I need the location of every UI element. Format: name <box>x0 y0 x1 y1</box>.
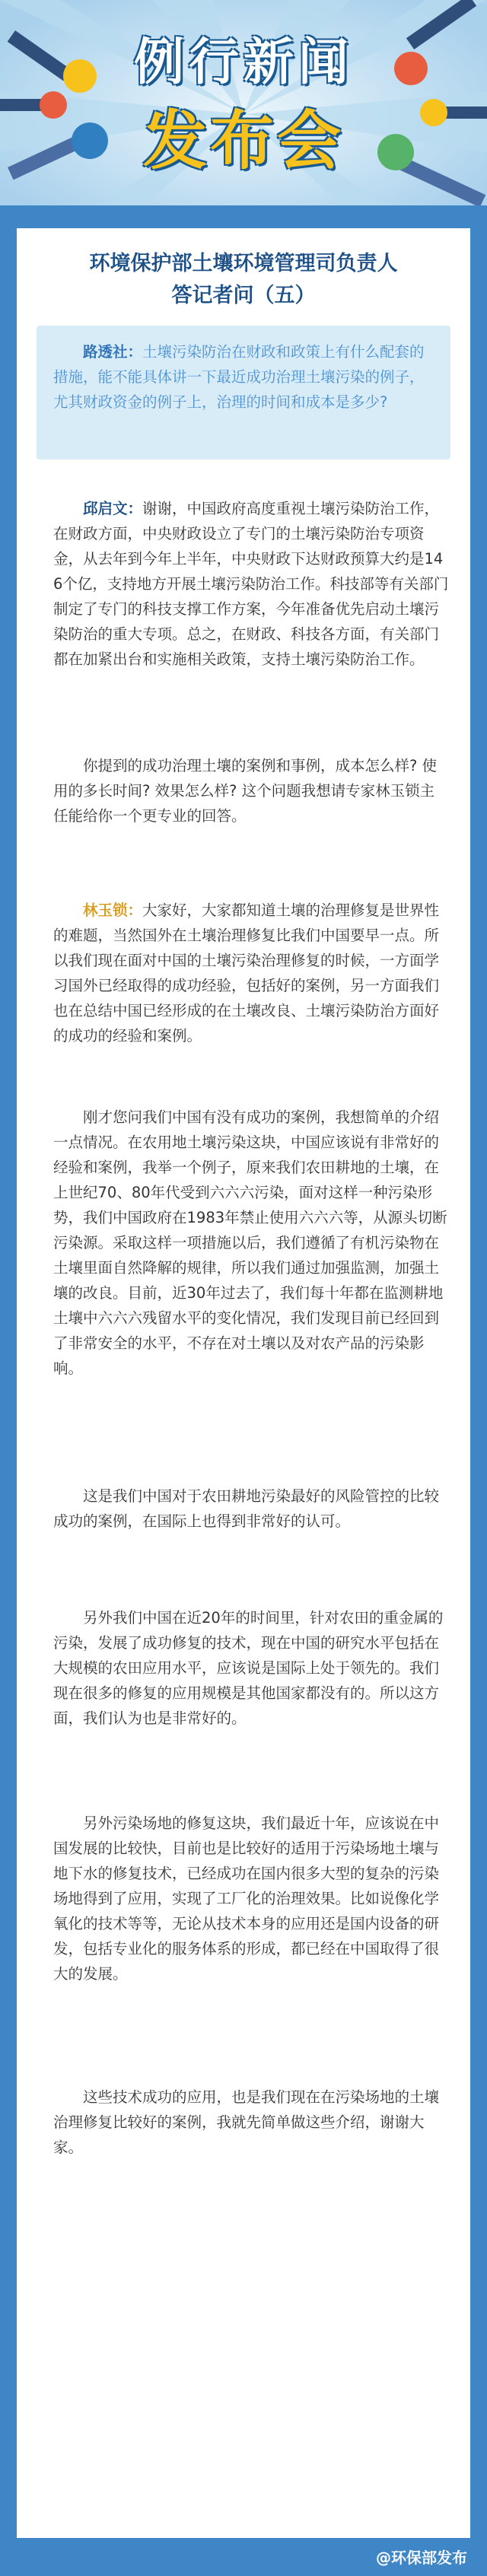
paragraph-text: 谢谢，中国政府高度重视土壤污染防治工作，在财政方面，中央财政设立了专门的土壤污染防治专项资金，从去年到今年上半年，中央财政下达财政预算大约是146个亿，支持地方开展土壤污染防治工作。科技部等有关部门制定了专门的科技支撑工作方案，今年准备优先启动土壤污染防治的重大专项。总之，在财政、科技各方面，有关部门都在加紧出台和实施相关政策，支持土壤污染防治工作。 <box>53 500 449 668</box>
answer-paragraph <box>53 2085 449 2160</box>
paragraph-text: 另外我们中国在近20年的时间里，针对农田的重金属的污染，发展了成功修复的技术，现在中国的研究水平包括在大规模的农田应用水平，应该说是国际上处于领先的。我们现在很多的修复的应用规模是其他国家都没有的。所以这方面，我们认为也是非常好的。 <box>53 1609 444 1727</box>
paragraph-text: 你提到的成功治理土壤的案例和事例，成本怎么样? 使用的多长时间? 效果怎么样? 这个问题我想请专家林玉锁主任能给你一个更专业的回答。 <box>53 757 438 825</box>
content-sheet <box>17 228 470 2538</box>
banner <box>0 0 487 228</box>
banner-line-2: 发布会 <box>142 103 344 178</box>
question-paragraph <box>53 339 437 415</box>
page-title <box>17 248 470 312</box>
answer-paragraph <box>53 496 449 672</box>
footer <box>0 2538 487 2576</box>
answer-paragraph <box>53 753 449 828</box>
speaker-label: 邱启文： <box>83 500 143 517</box>
footer-logo: @环保部发布 <box>376 2549 467 2567</box>
page-title-line-1: 环境保护部土壤环境管理司负责人 <box>89 252 398 275</box>
speaker-label: 林玉锁： <box>83 902 143 919</box>
paragraph-text: 这些技术成功的应用，也是我们现在在污染场地的土壤治理修复比较好的案例，我就先简单做这些介绍，谢谢大家。 <box>53 2088 440 2156</box>
paragraph-text: 另外污染场地的修复这块，我们最近十年，应该说在中国发展的比较快，目前也是比较好的适用于污染场地土壤与地下水的修复技术，已经成功在国内很多大型的复杂的污染场地得到了应用，实现了工厂化的治理效果。比如说像化学氧化的技术等等，无论从技术本身的应用还是国内设备的研发，包括专业化的服务体系的形成，都已经在中国取得了很大的发展。 <box>53 1814 440 1983</box>
question-text: 土壤污染防治在财政和政策上有什么配套的措施，能不能具体讲一下最近成功治理土壤污染的例子，尤其财政资金的例子上，治理的时间和成本是多少? <box>53 343 425 411</box>
answer-paragraph <box>53 1605 449 1731</box>
paragraph-text: 这是我们中国对于农田耕地污染最好的风险管控的比较成功的案例，在国际上也得到非常好的认可。 <box>53 1487 440 1530</box>
question-box <box>37 326 450 460</box>
banner-line-1: 例行新闻 <box>134 33 353 91</box>
answer-paragraph <box>53 1105 449 1381</box>
answer-paragraph <box>53 1811 449 1986</box>
paragraph-text: 大家好，大家都知道土壤的治理修复是世界性的难题，当然国外在土壤治理修复比我们中国要早一点。所以我们现在面对中国的土壤污染治理修复的时候，一方面学习国外已经取得的成功经验，包括好的案例，另一方面我们也在总结中国已经形成的在土壤改良、土壤污染防治方面好的成功的经验和案例。 <box>53 902 440 1045</box>
question-speaker: 路透社： <box>83 343 143 361</box>
answer-paragraph <box>53 898 449 1048</box>
paragraph-text: 刚才您问我们中国有没有成功的案例，我想简单的介绍一点情况。在农用地土壤污染这块，中国应该说有非常好的经验和案例，我举一个例子，原来我们农田耕地的土壤，在上世纪70、80年代受到六六六污染，面对这样一种污染形势，我们中国政府在1983年禁止使用六六六等，从源头切断污染源。采取这样一项措施以后，我们遵循了有机污染物在土壤里面自然降解的规律，所以我们通过加强监测，加强土壤的改良。目前，近30年过去了，我们每十年都在监测耕地土壤中六六六残留水平的变化情况，我们发现目前已经回到了非常安全的水平，不存在对土壤以及对农产品的污染影响。 <box>53 1108 447 1377</box>
page-title-line-2: 答记者问（五） <box>171 284 316 307</box>
answer-paragraph <box>53 1484 449 1534</box>
